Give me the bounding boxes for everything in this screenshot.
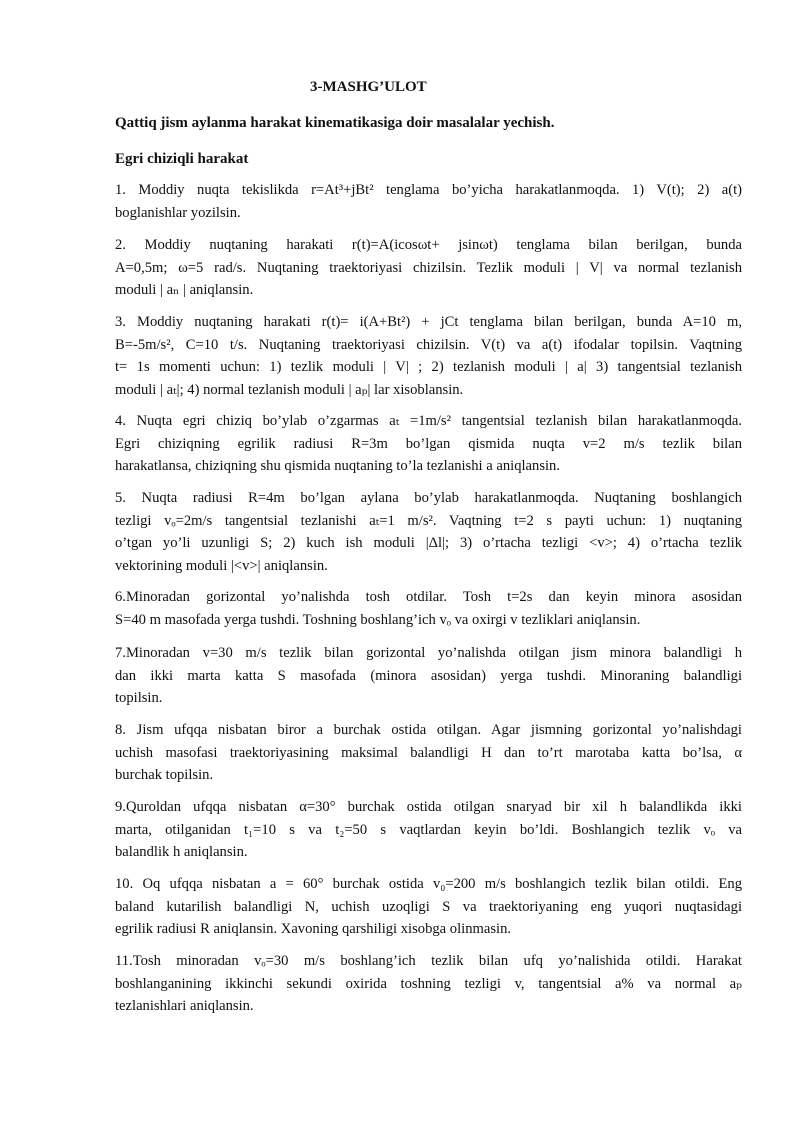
problem-7-line-1: 7.Minoradan v=30 m/s tezlik bilan gorizontal yo’nalishda otilgan jism minora balandligi h	[115, 645, 742, 661]
lesson-subtitle: Qattiq jism aylanma harakat kinematikasiga doir masalalar yechish.	[115, 115, 555, 131]
problem-6	[115, 586, 742, 631]
problem-5-line-4: vektorining moduli |<v>| aniqlansin.	[115, 557, 328, 574]
problem-11-line-2: boshlanganining ikkinchi sekundi oxirida toshning tezligi v, tangentsial a% va normal aₚ	[115, 975, 742, 992]
problem-10	[115, 873, 742, 941]
problem-2-line-3: moduli | aₙ | aniqlansin.	[115, 282, 254, 298]
problem-1	[115, 179, 742, 224]
problem-10-line-2: baland kutarilish balandligi N, uchish uzoqligi S va traektoriyaning eng yuqori nuqtasidagi	[115, 898, 742, 915]
problem-8-line-1: 8. Jism ufqqa nisbatan biror a burchak ostida otilgan. Agar jismning gorizontal yo’nalishdagi	[115, 722, 742, 738]
problem-4-line-1: 4. Nuqta egri chiziq bo’ylab o’zgarmas aₜ =1m/s² tangentsial tezlanish bilan harakatlanmoqda.	[115, 413, 742, 429]
problem-4	[115, 410, 742, 478]
problem-5	[115, 487, 742, 577]
problem-11-line-1: 11.Tosh minoradan vₒ=30 m/s boshlang’ich tezlik bilan ufq yo’nalishida otildi. Harakat	[115, 953, 742, 969]
problem-9-line-2: marta, otilganidan t₁=10 s va t₂=50 s vaqtlardan keyin bo’ldi. Boshlangich tezlik vₒ va	[115, 821, 742, 838]
problem-9-line-3: balandlik h aniqlansin.	[115, 844, 248, 860]
problem-3	[115, 311, 742, 401]
problem-4-line-3: harakatlansa, chiziqning shu qismida nuqtaning to’la tezlanishi a aniqlansin.	[115, 458, 560, 474]
problem-3-line-2: B=-5m/s², C=10 t/s. Nuqtaning traektoriyasi chizilsin. V(t) va a(t) ifodalar topilsin. Vaqtning	[115, 336, 742, 353]
problem-2	[115, 234, 742, 302]
problem-2-line-1: 2. Moddiy nuqtaning harakati r(t)=A(icosωt+ jsinωt) tenglama bilan berilgan, bunda	[115, 237, 742, 253]
problem-4-line-2: Egri chiziqning egrilik radiusi R=3m bo’lgan qismida nuqta v=2 m/s tezlik bilan	[115, 435, 742, 452]
problem-7-line-3: topilsin.	[115, 690, 163, 706]
problem-8	[115, 719, 742, 787]
problem-11	[115, 950, 742, 1018]
problem-6-line-2: S=40 m masofada yerga tushdi. Toshning boshlang’ich vₒ va oxirgi v tezliklari aniqlansin.	[115, 611, 641, 628]
problem-11-line-3: tezlanishlari aniqlansin.	[115, 998, 254, 1014]
problem-9	[115, 796, 742, 864]
problem-2-line-2: A=0,5m; ω=5 rad/s. Nuqtaning traektoriyasi chizilsin. Tezlik moduli | V| va normal tezlanish	[115, 259, 742, 276]
problem-3-line-4: moduli | aₜ|; 4) normal tezlanish moduli | aₚ| lar xisoblansin.	[115, 381, 464, 398]
problem-10-line-1: 10. Oq ufqqa nisbatan a = 60° burchak ostida v₀=200 m/s boshlangich tezlik bilan otildi. Eng	[115, 876, 742, 892]
problem-3-line-1: 3. Moddiy nuqtaning harakati r(t)= i(A+Bt²) + jCt tenglama bilan berilgan, bunda A=10 m,	[115, 314, 742, 330]
document-page: 3-MASHG’ULOT Qattiq jism aylanma harakat kinematikasiga doir masalalar yechish. Egri chiziqli harakat 1. Moddiy nuqta tekislikda r=At³+jBt² tenglama bo’yicha harakatlanmoqda. 1) V(t); 2) a(t) boglanishlar yozilsin. 2. Moddiy nuqtaning harakati r(t)=A(icosωt+ jsinωt) tenglama bilan berilgan, bunda A=0,5m; ω=5 rad/s. Nuqtaning traektoriyasi chizilsin. Tezlik moduli | V| va normal tezlanish moduli | aₙ | aniqlansin. 3. Moddiy nuqtaning harakati r(t)= i(A+Bt²) + jCt tenglama bilan berilgan, bunda A=10 m, B=-5m/s², C=10 t/s. Nuqtaning traektoriyasi chizilsin. V(t) va a(t) ifodalar topilsin. Vaqtning t= 1s momenti uchun: 1) tezlik moduli | V| ; 2) tezlanish moduli | a| 3) tangentsial tezlanish moduli | aₜ|; 4) normal tezlanish moduli | aₚ| lar xisoblansin. 4. Nuqta egri chiziq bo’ylab o’zgarmas aₜ =1m/s² tangentsial tezlanish bilan harakatlanmoqda. Egri chiziqning egrilik radiusi R=3m bo’lgan qismida nuqta v=2 m/s tezlik bilan harakatlansa, chiziqning shu qismida nuqtaning to’la tezlanishi a aniqlansin. 5. Nuqta radiusi R=4m bo’lgan aylana bo’ylab harakatlanmoqda. Nuqtaning boshlangich tezligi vₒ=2m/s tangentsial tezlanishi aₜ=1 m/s². Vaqtning t=2 s payti uchun: 1) nuqtaning o’tgan yo’li uzunligi S; 2) kuch ish moduli |Δl|; 3) o’rtacha tezligi <v>; 4) o’rtacha tezlik vektorining moduli |<v>| aniqlansin. 6.Minoradan gorizontal yo’nalishda tosh otdilar. Tosh t=2s dan keyin minora asosidan S=40 m masofada yerga tushdi. Toshning boshlang’ich vₒ va oxirgi v tezliklari aniqlansin. 7.Minoradan v=30 m/s tezlik bilan gorizontal yo’nalishda otilgan jism minora balandligi h dan ikki marta katta S masofada (minora asosidan) yerga tushdi. Minoraning balandligi topilsin. 8. Jism ufqqa nisbatan biror a burchak ostida otilgan. Agar jismning gorizontal yo’nalishdagi uchish masofasi traektoriyasining maksimal balandligi H dan to’rt marotaba katta bo’lsa, α burchak topilsin. 9.Quroldan ufqqa nisbatan α=30° burchak ostida otilgan snaryad bir xil h balandlikda ikki marta, otilganidan t₁=10 s va t₂=50 s vaqtlardan keyin bo’ldi. Boshlangich tezlik vₒ va balandlik h aniqlansin. 10. Oq ufqqa nisbatan a = 60° burchak ostida v₀=200 m/s boshlangich tezlik bilan otildi. Eng baland kutarilish balandligi N, uchish uzoqligi S va traektoriyaning eng yuqori nuqtasidagi egrilik radiusi R aniqlansin. Xavoning qarshiligi xisobga olinmasin. 11.Tosh minoradan vₒ=30 m/s boshlang’ich tezlik bilan ufq yo’nalishida otildi. Harakat boshlanganining ikkinchi sekundi oxirida toshning tezligi v, tangentsial a% va normal aₚ tezlanishlari aniqlansin.	[0, 0, 800, 1131]
problem-5-line-1: 5. Nuqta radiusi R=4m bo’lgan aylana bo’ylab harakatlanmoqda. Nuqtaning boshlangich	[115, 490, 742, 506]
problem-5-line-3: o’tgan yo’li uzunligi S; 2) kuch ish moduli |Δl|; 3) o’rtacha tezligi <v>; 4) o’rtacha tezlik	[115, 535, 742, 551]
problem-10-line-3: egrilik radiusi R aniqlansin. Xavoning qarshiligi xisobga olinmasin.	[115, 921, 512, 937]
problem-8-line-3: burchak topilsin.	[115, 767, 214, 783]
problem-7-line-2: dan ikki marta katta S masofada (minora asosidan) yerga tushdi. Minoraning balandligi	[115, 667, 742, 684]
problem-5-line-2: tezligi vₒ=2m/s tangentsial tezlanishi aₜ=1 m/s². Vaqtning t=2 s payti uchun: 1) nuqtaning	[115, 512, 742, 529]
problem-1-line-1: 1. Moddiy nuqta tekislikda r=At³+jBt² tenglama bo’yicha harakatlanmoqda. 1) V(t); 2) a(t)	[115, 182, 742, 198]
problem-3-line-3: t= 1s momenti uchun: 1) tezlik moduli | V| ; 2) tezlanish moduli | a| 3) tangentsial tezlanish	[115, 359, 742, 375]
problem-8-line-2: uchish masofasi traektoriyasining maksimal balandligi H dan to’rt marotaba katta bo’lsa, α	[115, 744, 742, 761]
problem-1-line-2: boglanishlar yozilsin.	[115, 204, 241, 221]
problem-7	[115, 642, 742, 710]
section-heading: Egri chiziqli harakat	[115, 151, 249, 167]
problem-9-line-1: 9.Quroldan ufqqa nisbatan α=30° burchak ostida otilgan snaryad bir xil h balandlikda ikki	[115, 799, 742, 815]
problem-6-line-1: 6.Minoradan gorizontal yo’nalishda tosh otdilar. Tosh t=2s dan keyin minora asosidan	[115, 589, 742, 605]
